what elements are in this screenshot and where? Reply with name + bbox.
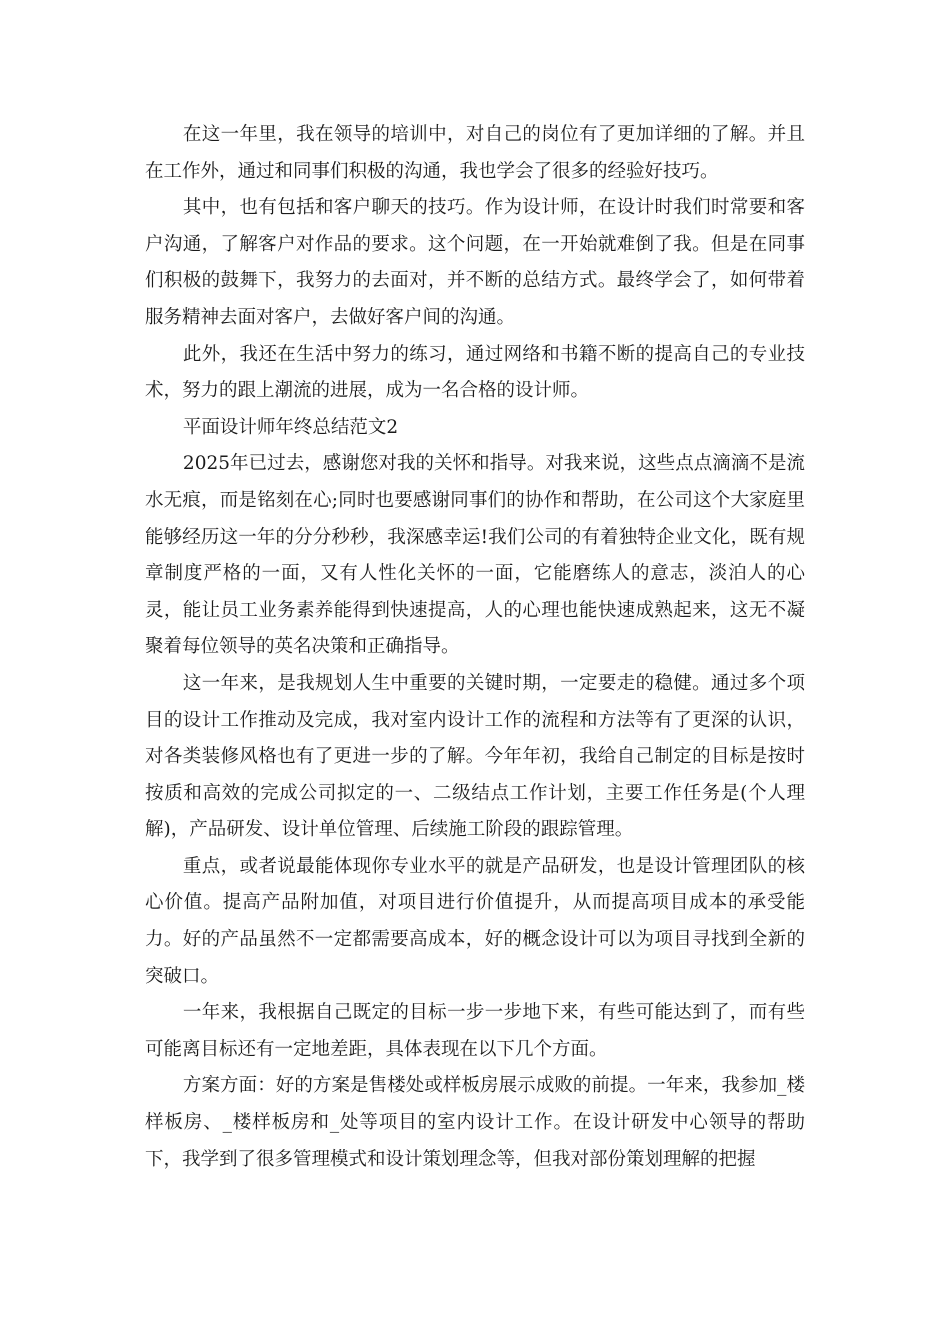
paragraph: 重点，或者说最能体现你专业水平的就是产品研发，也是设计管理团队的核心价值。提高产品附加值，对项目进行价值提升，从而提高项目成本的承受能力。好的产品虽然不一定都需要高成本，好的概念设计可以为项目寻找到全新的突破口。 xyxy=(145,855,805,987)
paragraph: 方案方面：好的方案是售楼处或样板房展示成败的前提。一年来，我参加_楼样板房、_楼样板房和_处等项目的室内设计工作。在设计研发中心领导的帮助下，我学到了很多管理模式和设计策划理念等，但我对部份策划理解的把握 xyxy=(145,1075,805,1170)
paragraph: 2025年已过去，感谢您对我的关怀和指导。对我来说，这些点点滴滴不是流水无痕，而是铭刻在心;同时也要感谢同事们的协作和帮助，在公司这个大家庭里能够经历这一年的分分秒秒，我深感幸运!我们公司的有着独特企业文化，既有规章制度严格的一面，又有人性化关怀的一面，它能磨练人的意志，淡泊人的心灵，能让员工业务素养能得到快速提高，人的心理也能快速成熟起来，这无不凝聚着每位领导的英名决策和正确指导。 xyxy=(145,453,805,658)
paragraph: 这一年来，是我规划人生中重要的关键时期，一定要走的稳健。通过多个项目的设计工作推动及完成，我对室内设计工作的流程和方法等有了更深的认识，对各类装修风格也有了更进一步的了解。今年年初，我给自己制定的目标是按时按质和高效的完成公司拟定的一、二级结点工作计划，主要工作任务是(个人理解)，产品研发、设计单位管理、后续施工阶段的跟踪管理。 xyxy=(145,672,805,841)
paragraph: 其中，也有包括和客户聊天的技巧。作为设计师，在设计时我们时常要和客户沟通，了解客户对作品的要求。这个问题，在一开始就难倒了我。但是在同事们积极的鼓舞下，我努力的去面对，并不断的总结方式。最终学会了，如何带着服务精神去面对客户，去做好客户间的沟通。 xyxy=(145,197,805,328)
section-heading: 平面设计师年终总结范文2 xyxy=(182,416,399,438)
paragraph: 在这一年里，我在领导的培训中，对自己的岗位有了更加详细的了解。并且在工作外，通过和同事们积极的沟通，我也学会了很多的经验好技巧。 xyxy=(145,124,805,182)
document-body xyxy=(145,117,805,1178)
paragraph: 此外，我还在生活中努力的练习，通过网络和书籍不断的提高自己的专业技术，努力的跟上潮流的进展，成为一名合格的设计师。 xyxy=(145,343,805,402)
paragraph: 一年来，我根据自己既定的目标一步一步地下来，有些可能达到了，而有些可能离目标还有一定地差距，具体表现在以下几个方面。 xyxy=(145,1002,805,1060)
